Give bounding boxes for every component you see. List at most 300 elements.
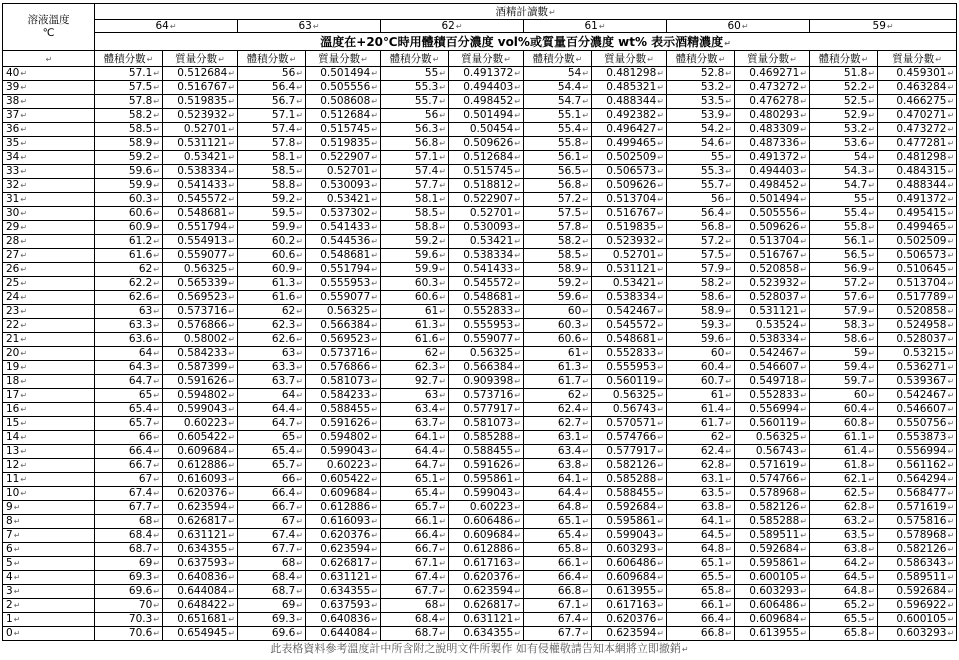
return-mark: ↵ — [439, 153, 446, 162]
mass-fraction-cell — [878, 67, 957, 81]
return-mark: ↵ — [582, 279, 589, 288]
return-mark: ↵ — [439, 475, 446, 484]
return-mark: ↵ — [371, 349, 378, 358]
mass-fraction-header — [735, 51, 810, 67]
cell-value: 0.595861 — [463, 473, 514, 485]
cell-value: 56.9 — [843, 263, 868, 275]
temperature-cell — [3, 389, 95, 403]
cell-value: 0.584233 — [177, 347, 228, 359]
return-mark: ↵ — [725, 293, 732, 302]
cell-value: 55.8 — [843, 221, 868, 233]
return-mark: ↵ — [657, 433, 664, 442]
volume-fraction-cell — [381, 487, 449, 501]
return-mark: ↵ — [868, 195, 875, 204]
cell-value: 0.620376 — [606, 613, 657, 625]
cell-value: 0.60223 — [469, 501, 514, 513]
return-mark: ↵ — [514, 139, 521, 148]
temperature-cell — [3, 613, 95, 627]
cell-value: 56.4 — [271, 81, 296, 93]
return-mark: ↵ — [20, 377, 28, 386]
temperature-cell — [3, 151, 95, 165]
volume-fraction-cell — [810, 585, 878, 599]
return-mark: ↵ — [296, 167, 303, 176]
cell-value: 0.573716 — [463, 389, 514, 401]
cell-value: 52.2 — [843, 81, 868, 93]
temperature-value: 11 — [6, 473, 20, 485]
return-mark: ↵ — [681, 645, 689, 654]
cell-value: 68 — [138, 515, 153, 527]
return-mark: ↵ — [725, 279, 732, 288]
table-row — [3, 403, 957, 417]
volume-fraction-cell — [381, 95, 449, 109]
cell-value: 0.515745 — [320, 123, 371, 135]
temperature-value: 35 — [6, 137, 20, 149]
mass-fraction-cell — [735, 571, 810, 585]
return-mark: ↵ — [582, 69, 589, 78]
return-mark: ↵ — [725, 237, 732, 246]
return-mark: ↵ — [20, 223, 28, 232]
return-mark: ↵ — [153, 405, 160, 414]
return-mark: ↵ — [868, 125, 875, 134]
return-mark: ↵ — [153, 237, 160, 246]
mass-fraction-cell — [592, 543, 667, 557]
return-mark: ↵ — [947, 405, 955, 414]
mass-fraction-cell — [449, 459, 524, 473]
return-mark: ↵ — [20, 83, 28, 92]
volume-fraction-cell — [667, 361, 735, 375]
cell-value: 58.2 — [557, 235, 582, 247]
mass-fraction-cell — [592, 473, 667, 487]
cell-value: 61.8 — [843, 459, 868, 471]
volume-fraction-cell — [524, 305, 592, 319]
mass-fraction-cell — [735, 389, 810, 403]
cell-value: 62 — [138, 263, 153, 275]
mass-fraction-cell — [878, 459, 957, 473]
cell-value: 64.7 — [271, 417, 296, 429]
return-mark: ↵ — [514, 405, 521, 414]
cell-value: 0.519835 — [177, 95, 228, 107]
temperature-cell — [3, 207, 95, 221]
volume-fraction-cell — [667, 529, 735, 543]
cell-value: 0.555953 — [463, 319, 514, 331]
cell-value: 0.573716 — [320, 347, 371, 359]
temperature-cell — [3, 417, 95, 431]
volume-fraction-cell — [524, 207, 592, 221]
volume-fraction-cell — [95, 571, 163, 585]
cell-value: 68.7 — [414, 627, 439, 639]
volume-fraction-cell — [524, 557, 592, 571]
temperature-value: 26 — [6, 263, 20, 275]
volume-fraction-cell — [95, 123, 163, 137]
cell-value: 60.6 — [271, 249, 296, 261]
return-mark: ↵ — [947, 209, 955, 218]
return-mark: ↵ — [153, 517, 160, 526]
cell-value: 0.516767 — [606, 207, 657, 219]
return-mark: ↵ — [153, 461, 160, 470]
cell-value: 0.577917 — [463, 403, 514, 415]
mass-fraction-cell — [449, 249, 524, 263]
volume-fraction-cell — [667, 151, 735, 165]
return-mark: ↵ — [514, 167, 521, 176]
cell-value: 67 — [138, 473, 153, 485]
cell-value: 67.4 — [271, 529, 296, 541]
cell-value: 0.520858 — [749, 263, 800, 275]
volume-fraction-cell — [810, 627, 878, 641]
temperature-cell — [3, 529, 95, 543]
return-mark: ↵ — [800, 559, 807, 568]
header-text: 質量分數 — [747, 53, 790, 65]
mass-fraction-cell — [449, 165, 524, 179]
temperature-value: 1 — [6, 613, 13, 625]
mass-fraction-cell — [449, 207, 524, 221]
temperature-value: 39 — [6, 81, 20, 93]
mass-fraction-cell — [878, 473, 957, 487]
mass-fraction-cell — [306, 431, 381, 445]
cell-value: 67.4 — [128, 487, 153, 499]
return-mark: ↵ — [582, 97, 589, 106]
mass-fraction-cell — [306, 529, 381, 543]
return-mark: ↵ — [657, 83, 664, 92]
volume-fraction-cell — [238, 599, 306, 613]
cell-value: 64.1 — [414, 431, 439, 443]
footer-note — [0, 640, 959, 656]
volume-fraction-cell — [524, 235, 592, 249]
mass-fraction-cell — [449, 585, 524, 599]
cell-value: 58.5 — [557, 249, 582, 261]
mass-fraction-cell — [306, 95, 381, 109]
return-mark: ↵ — [725, 419, 732, 428]
cell-value: 0.609684 — [177, 445, 228, 457]
return-mark: ↵ — [657, 321, 664, 330]
mass-fraction-cell — [592, 487, 667, 501]
return-mark: ↵ — [514, 209, 521, 218]
return-mark: ↵ — [800, 237, 807, 246]
volume-fraction-cell — [95, 347, 163, 361]
return-mark: ↵ — [582, 209, 589, 218]
return-mark: ↵ — [20, 209, 28, 218]
return-mark: ↵ — [439, 181, 446, 190]
return-mark: ↵ — [868, 251, 875, 260]
return-mark: ↵ — [657, 111, 664, 120]
cell-value: 0.571619 — [896, 501, 947, 513]
mass-fraction-cell — [878, 515, 957, 529]
return-mark: ↵ — [935, 55, 942, 64]
volume-fraction-cell — [667, 207, 735, 221]
mass-fraction-cell — [592, 571, 667, 585]
mass-fraction-cell — [449, 151, 524, 165]
volume-fraction-cell — [524, 249, 592, 263]
cell-value: 53.2 — [843, 123, 868, 135]
cell-value: 0.528037 — [749, 291, 800, 303]
return-mark: ↵ — [153, 447, 160, 456]
return-mark: ↵ — [800, 363, 807, 372]
return-mark: ↵ — [800, 405, 807, 414]
return-mark: ↵ — [439, 419, 446, 428]
cell-value: 59.6 — [414, 249, 439, 261]
cell-value: 63 — [424, 389, 439, 401]
cell-value: 57.8 — [271, 137, 296, 149]
return-mark: ↵ — [800, 573, 807, 582]
cell-value: 60.8 — [843, 417, 868, 429]
mass-fraction-cell — [592, 333, 667, 347]
return-mark: ↵ — [371, 601, 378, 610]
cell-value: 0.494403 — [749, 165, 800, 177]
temperature-cell — [3, 487, 95, 501]
temperature-cell — [3, 123, 95, 137]
return-mark: ↵ — [228, 293, 235, 302]
volume-fraction-cell — [667, 501, 735, 515]
cell-value: 62 — [710, 431, 725, 443]
mass-fraction-cell — [735, 333, 810, 347]
cell-value: 67.4 — [557, 613, 582, 625]
mass-fraction-cell — [449, 67, 524, 81]
cell-value: 60.3 — [557, 319, 582, 331]
mass-fraction-cell — [878, 165, 957, 179]
table-row — [3, 627, 957, 641]
volume-fraction-cell — [667, 81, 735, 95]
cell-value: 66 — [281, 473, 296, 485]
cell-value: 62.5 — [843, 487, 868, 499]
return-mark: ↵ — [657, 139, 664, 148]
mass-fraction-cell — [592, 529, 667, 543]
return-mark: ↵ — [582, 545, 589, 554]
return-mark: ↵ — [868, 97, 875, 106]
mass-fraction-cell — [163, 109, 238, 123]
volume-fraction-cell — [95, 403, 163, 417]
mass-fraction-cell — [449, 109, 524, 123]
temperature-cell — [3, 571, 95, 585]
cell-value: 0.634355 — [463, 627, 514, 639]
volume-fraction-cell — [810, 375, 878, 389]
mass-fraction-cell — [163, 403, 238, 417]
volume-fraction-cell — [238, 109, 306, 123]
return-mark: ↵ — [725, 405, 732, 414]
cell-value: 64.1 — [700, 515, 725, 527]
return-mark: ↵ — [657, 209, 664, 218]
volume-fraction-cell — [238, 277, 306, 291]
cell-value: 0.609684 — [749, 613, 800, 625]
cell-value: 61.3 — [414, 319, 439, 331]
volume-fraction-cell — [810, 557, 878, 571]
volume-fraction-cell — [810, 67, 878, 81]
cell-value: 0.538334 — [749, 333, 800, 345]
volume-fraction-cell — [667, 347, 735, 361]
mass-fraction-cell — [449, 599, 524, 613]
wine-reading-value: 60 — [727, 20, 741, 32]
volume-fraction-cell — [381, 445, 449, 459]
cell-value: 57.7 — [414, 179, 439, 191]
return-mark: ↵ — [13, 503, 21, 512]
return-mark: ↵ — [371, 419, 378, 428]
cell-value: 0.470271 — [896, 109, 947, 121]
return-mark: ↵ — [361, 55, 368, 64]
cell-value: 0.501494 — [749, 193, 800, 205]
return-mark: ↵ — [153, 629, 160, 638]
cell-value: 69.3 — [271, 613, 296, 625]
return-mark: ↵ — [296, 307, 303, 316]
return-mark: ↵ — [725, 433, 732, 442]
return-mark: ↵ — [439, 251, 446, 260]
cell-value: 65.4 — [557, 529, 582, 541]
cell-value: 66.4 — [557, 571, 582, 583]
cell-value: 0.501494 — [463, 109, 514, 121]
mass-fraction-cell — [449, 515, 524, 529]
return-mark: ↵ — [439, 447, 446, 456]
return-mark: ↵ — [657, 265, 664, 274]
cell-value: 54.2 — [700, 123, 725, 135]
volume-fraction-cell — [381, 599, 449, 613]
return-mark: ↵ — [228, 377, 235, 386]
return-mark: ↵ — [296, 363, 303, 372]
mass-fraction-cell — [878, 179, 957, 193]
volume-fraction-cell — [524, 375, 592, 389]
cell-value: 0.508608 — [320, 95, 371, 107]
return-mark: ↵ — [439, 83, 446, 92]
volume-fraction-cell — [667, 319, 735, 333]
mass-fraction-cell — [592, 459, 667, 473]
return-mark: ↵ — [947, 167, 955, 176]
cell-value: 61.7 — [700, 417, 725, 429]
cell-value: 58.8 — [271, 179, 296, 191]
return-mark: ↵ — [947, 223, 955, 232]
cell-value: 65.5 — [700, 571, 725, 583]
cell-value: 55 — [710, 151, 725, 163]
cell-value: 56 — [281, 67, 296, 79]
return-mark: ↵ — [514, 587, 521, 596]
cell-value: 69.6 — [128, 585, 153, 597]
temperature-value: 29 — [6, 221, 20, 233]
cell-value: 0.569523 — [320, 333, 371, 345]
mass-fraction-cell — [449, 333, 524, 347]
return-mark: ↵ — [228, 615, 235, 624]
cell-value: 0.585288 — [749, 515, 800, 527]
mass-fraction-cell — [449, 319, 524, 333]
cell-value: 0.574766 — [606, 431, 657, 443]
table-row — [3, 543, 957, 557]
return-mark: ↵ — [868, 629, 875, 638]
return-mark: ↵ — [439, 97, 446, 106]
return-mark: ↵ — [514, 559, 521, 568]
cell-value: 0.524958 — [896, 319, 947, 331]
temperature-value: 3 — [6, 585, 13, 597]
volume-fraction-cell — [381, 613, 449, 627]
header-text: 體積分數 — [103, 53, 146, 65]
volume-fraction-cell — [238, 403, 306, 417]
return-mark: ↵ — [20, 489, 28, 498]
return-mark: ↵ — [947, 279, 955, 288]
return-mark: ↵ — [371, 433, 378, 442]
return-mark: ↵ — [296, 601, 303, 610]
return-mark: ↵ — [800, 489, 807, 498]
return-mark: ↵ — [947, 559, 955, 568]
mass-fraction-cell — [163, 557, 238, 571]
return-mark: ↵ — [439, 391, 446, 400]
cell-value: 0.626817 — [177, 515, 228, 527]
return-mark: ↵ — [296, 559, 303, 568]
return-mark: ↵ — [504, 55, 511, 64]
volume-fraction-cell — [238, 389, 306, 403]
mass-fraction-cell — [306, 81, 381, 95]
cell-value: 0.56325 — [469, 347, 514, 359]
cell-value: 0.603293 — [749, 585, 800, 597]
mass-fraction-cell — [878, 375, 957, 389]
return-mark: ↵ — [439, 587, 446, 596]
return-mark: ↵ — [371, 517, 378, 526]
table-row — [3, 333, 957, 347]
return-mark: ↵ — [439, 601, 446, 610]
wine-reading-value: 63 — [298, 20, 312, 32]
cell-value: 66.4 — [414, 529, 439, 541]
cell-value: 62.8 — [843, 501, 868, 513]
cell-value: 0.53421 — [183, 151, 228, 163]
volume-fraction-cell — [381, 571, 449, 585]
return-mark: ↵ — [725, 377, 732, 386]
table-row — [3, 571, 957, 585]
cell-value: 56.4 — [700, 207, 725, 219]
table-row — [3, 67, 957, 81]
volume-fraction-cell — [238, 431, 306, 445]
cell-value: 0.541433 — [320, 221, 371, 233]
mass-fraction-cell — [449, 417, 524, 431]
return-mark: ↵ — [514, 573, 521, 582]
mass-fraction-cell — [735, 585, 810, 599]
cell-value: 0.523932 — [606, 235, 657, 247]
cell-value: 70 — [138, 599, 153, 611]
volume-fraction-cell — [524, 487, 592, 501]
cell-value: 70.6 — [128, 627, 153, 639]
cell-value: 57.8 — [128, 95, 153, 107]
volume-fraction-cell — [524, 123, 592, 137]
return-mark: ↵ — [371, 391, 378, 400]
return-mark: ↵ — [13, 559, 21, 568]
return-mark: ↵ — [228, 405, 235, 414]
mass-fraction-cell — [306, 613, 381, 627]
cell-value: 0.512684 — [177, 67, 228, 79]
return-mark: ↵ — [725, 489, 732, 498]
volume-fraction-cell — [667, 277, 735, 291]
volume-fraction-cell — [810, 277, 878, 291]
volume-fraction-cell — [381, 515, 449, 529]
mass-fraction-cell — [878, 361, 957, 375]
cell-value: 58.8 — [414, 221, 439, 233]
volume-fraction-cell — [381, 585, 449, 599]
return-mark: ↵ — [514, 251, 521, 260]
volume-fraction-cell — [238, 137, 306, 151]
volume-fraction-cell — [238, 445, 306, 459]
mass-fraction-cell — [878, 613, 957, 627]
return-mark: ↵ — [514, 223, 521, 232]
volume-fraction-cell — [95, 151, 163, 165]
return-mark: ↵ — [582, 517, 589, 526]
return-mark: ↵ — [228, 545, 235, 554]
cell-value: 0.609684 — [463, 529, 514, 541]
volume-fraction-cell — [95, 515, 163, 529]
cell-value: 57.5 — [557, 207, 582, 219]
return-mark: ↵ — [514, 293, 521, 302]
mass-fraction-cell — [735, 473, 810, 487]
cell-value: 92.7 — [414, 375, 439, 387]
return-mark: ↵ — [800, 601, 807, 610]
cell-value: 0.595861 — [749, 557, 800, 569]
return-mark: ↵ — [514, 447, 521, 456]
cell-value: 59.6 — [557, 291, 582, 303]
volume-fraction-cell — [381, 109, 449, 123]
return-mark: ↵ — [657, 629, 664, 638]
return-mark: ↵ — [657, 223, 664, 232]
volume-fraction-cell — [667, 403, 735, 417]
volume-fraction-cell — [667, 291, 735, 305]
return-mark: ↵ — [439, 573, 446, 582]
